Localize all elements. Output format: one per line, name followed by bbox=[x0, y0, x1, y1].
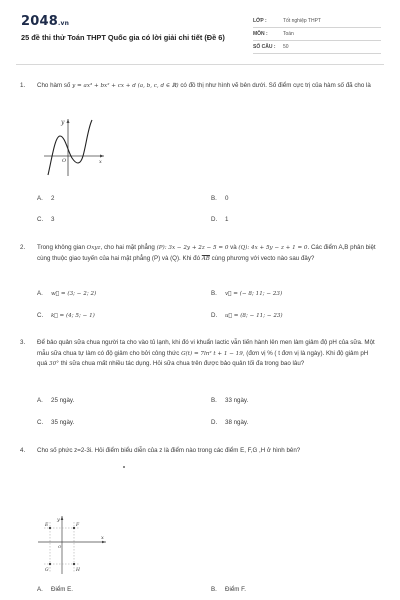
option-letter: D. bbox=[211, 312, 218, 319]
site-logo[interactable] bbox=[21, 14, 69, 29]
point-h-label: H bbox=[76, 568, 80, 573]
option-text: Điểm E. bbox=[51, 586, 74, 593]
option-letter: C. bbox=[37, 216, 44, 223]
math-expression: (P): 3x − 2y + 2z − 5 = 0 bbox=[156, 245, 229, 251]
logo-suffix: .vn bbox=[57, 20, 70, 27]
q2-option-d[interactable] bbox=[211, 312, 283, 319]
math-expression: $\overline{AB}$ bbox=[201, 255, 210, 262]
option-text: Điểm F. bbox=[225, 586, 246, 593]
meta-row-count bbox=[253, 41, 381, 54]
point-f bbox=[73, 527, 75, 529]
option-text: 1 bbox=[225, 216, 229, 223]
x-axis-arrow bbox=[100, 155, 104, 158]
math-expression: Oxyz bbox=[86, 245, 101, 251]
option-text: 0 bbox=[225, 195, 229, 202]
option-letter: C. bbox=[37, 312, 44, 319]
text-part: Trong không gian bbox=[37, 244, 87, 251]
meta-key: MÔN : bbox=[253, 31, 268, 37]
option-text: 25 ngày. bbox=[51, 397, 75, 404]
option-text: 3 bbox=[51, 216, 55, 223]
option-text: k⃗ = (4; 5; − 1) bbox=[51, 313, 95, 319]
q4-option-b[interactable] bbox=[211, 586, 246, 593]
y-axis-label: y bbox=[57, 517, 60, 523]
cubic-curve bbox=[48, 120, 92, 175]
option-letter: A. bbox=[37, 586, 43, 593]
point-g bbox=[49, 563, 51, 565]
option-letter: A. bbox=[37, 195, 43, 202]
q4-option-a[interactable] bbox=[37, 586, 73, 593]
decorative-dot bbox=[123, 466, 125, 468]
y-axis-arrow bbox=[61, 516, 64, 520]
point-f-label: F bbox=[76, 523, 80, 528]
option-letter: C. bbox=[37, 419, 44, 426]
complex-plane-graph bbox=[36, 514, 108, 576]
text-part: . Các điểm A,B phân biệt cùng thuộc giao tuyến của hai mặt phẳng (P) và (Q). Khi đó bbox=[37, 244, 376, 262]
q2-option-b[interactable] bbox=[211, 290, 282, 297]
x-axis-label: x bbox=[101, 535, 104, 541]
meta-row-class bbox=[253, 15, 381, 28]
question-number: 3. bbox=[20, 339, 26, 346]
question-text bbox=[37, 338, 379, 370]
option-letter: B. bbox=[211, 290, 217, 297]
q1-option-c[interactable] bbox=[37, 216, 54, 223]
option-letter: B. bbox=[211, 586, 217, 593]
text-part: có đồ thị như hình vẽ bên dưới. Số điểm cực trị của hàm số đã cho là bbox=[178, 82, 371, 89]
q1-option-b[interactable] bbox=[211, 195, 228, 202]
question-text bbox=[37, 81, 379, 92]
logo-text: 2048 bbox=[21, 14, 58, 29]
text-part: Cho hàm số bbox=[37, 82, 73, 89]
point-e bbox=[49, 527, 51, 529]
q3-option-a[interactable] bbox=[37, 397, 74, 404]
option-text: u⃗ = (8; − 11; − 23) bbox=[225, 313, 283, 319]
option-letter: A. bbox=[37, 397, 43, 404]
exam-title: 25 đề thi thử Toán THPT Quốc gia có lời giải chi tiết (Đề 6) bbox=[21, 33, 225, 42]
question-number: 4. bbox=[20, 447, 26, 454]
q2-option-a[interactable] bbox=[37, 290, 96, 297]
text-part: Để bảo quản sữa chua người ta cho vào tủ lạnh, khi đó vi khuẩn lactic vẫn tiến hành lên men làm giảm độ pH của sữa. Một mẫu sữa chua tự làm có độ giảm cho bởi công thức bbox=[37, 339, 375, 357]
math-expression: y = ax³ + bx² + cx + d (a, b, c, d ∈ ℝ) bbox=[72, 83, 179, 89]
meta-key: SỐ CÂU : bbox=[253, 44, 276, 50]
math-expression: G(t) = 7ln² t + 1 − 19, bbox=[181, 350, 245, 357]
option-letter: A. bbox=[37, 290, 43, 297]
q1-option-a[interactable] bbox=[37, 195, 54, 202]
text-part: , cho hai mặt phẳng bbox=[100, 244, 157, 251]
origin-label: O bbox=[62, 158, 67, 164]
option-letter: B. bbox=[211, 397, 217, 404]
text-part: (đơn vị % ( t đơn vị là ngày). Khi độ giảm pH quá bbox=[37, 349, 369, 367]
option-text: v⃗ = (− 8; 11; − 23) bbox=[225, 291, 283, 297]
text-part: cùng phương với vecto nào sau đây? bbox=[209, 254, 315, 262]
text-part: và bbox=[228, 244, 239, 251]
meta-row-subject bbox=[253, 28, 381, 41]
option-text: w⃗ = (3; − 2; 2) bbox=[51, 291, 97, 297]
x-axis-label: x bbox=[99, 159, 102, 165]
meta-value: Tốt nghiệp THPT bbox=[283, 18, 321, 24]
x-axis-arrow bbox=[102, 541, 106, 544]
y-axis-arrow bbox=[67, 119, 70, 123]
option-text: 35 ngày. bbox=[51, 419, 75, 426]
question-text: Cho số phức z=2-3i. Hỏi điểm biểu diễn của z là điểm nào trong các điểm E, F,G ,H ở hình bên? bbox=[37, 447, 301, 454]
question-number: 1. bbox=[20, 82, 26, 89]
option-letter: B. bbox=[211, 195, 217, 202]
origin-label: O bbox=[58, 544, 62, 549]
q3-option-d[interactable] bbox=[211, 419, 248, 426]
y-axis-label: y bbox=[61, 119, 65, 126]
option-text: 38 ngày. bbox=[225, 419, 249, 426]
option-text: 33 ngày. bbox=[225, 397, 249, 404]
q3-option-b[interactable] bbox=[211, 397, 248, 404]
question-number: 2. bbox=[20, 244, 26, 251]
point-g-label: G bbox=[45, 568, 49, 573]
math-expression: (Q): 4x + 5y − z + 1 = 0 bbox=[238, 245, 308, 251]
option-text: 2 bbox=[51, 195, 55, 202]
option-letter: D. bbox=[211, 419, 218, 426]
math-expression: 30° bbox=[49, 361, 59, 367]
meta-key: LỚP : bbox=[253, 18, 267, 24]
q2-option-c[interactable] bbox=[37, 312, 95, 319]
meta-value: 50 bbox=[283, 44, 289, 50]
q1-option-d[interactable] bbox=[211, 216, 228, 223]
point-e-label: E bbox=[45, 523, 49, 528]
header-divider bbox=[16, 64, 384, 65]
option-letter: D. bbox=[211, 216, 218, 223]
meta-value: Toán bbox=[283, 31, 294, 37]
q3-option-c[interactable] bbox=[37, 419, 74, 426]
exam-meta-table bbox=[253, 15, 381, 54]
question-text bbox=[37, 243, 379, 264]
text-part: thì sữa chua mất nhiều tác dụng. Hỏi sữa chua trên được bảo quản tối đa trong bao lâu? bbox=[58, 360, 305, 367]
point-h bbox=[73, 563, 75, 565]
cubic-graph bbox=[42, 116, 106, 178]
